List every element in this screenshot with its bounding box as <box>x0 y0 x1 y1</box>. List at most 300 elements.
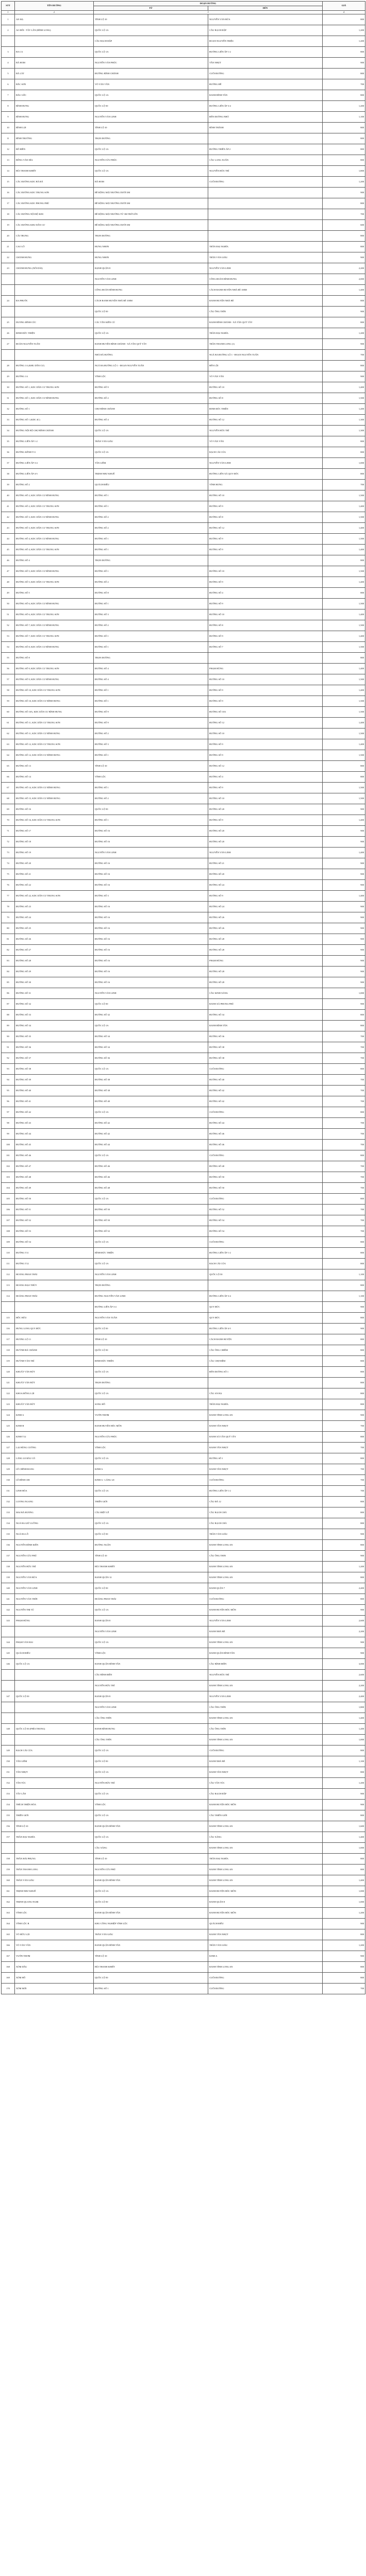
row-stt: 67 <box>2 783 15 793</box>
row-stt: 26 <box>2 328 15 339</box>
row-stt: 58 <box>2 685 15 696</box>
row-price: 800 <box>323 1929 365 1940</box>
row-stt: 33 <box>2 415 15 426</box>
row-road-name: ĐƯỜNG SỐ 4, KDC DÂN CƯ TRUNG SƠN <box>15 545 94 555</box>
header-ten-duong: TÊN ĐƯỜNG <box>15 2 94 11</box>
row-stt: 111 <box>2 1259 15 1269</box>
row-to: ĐƯỜNG SỐ 44 <box>208 1118 323 1129</box>
row-to: ĐƯỜNG SỐ 38 <box>208 1053 323 1064</box>
table-row <box>2 1410 365 1421</box>
row-to: RANH HUYỆN HÓC MÔN <box>208 1886 323 1897</box>
row-price: 1,800 <box>323 1702 365 1713</box>
table-row <box>2 1421 365 1432</box>
row-stt: 27 <box>2 339 15 350</box>
row-road-name: ĐƯỜNG SỐ 12, KDC DÂN CƯ BÌNH HƯNG <box>15 750 94 761</box>
table-row <box>2 1237 365 1248</box>
row-stt <box>2 1702 15 1713</box>
table-row <box>2 361 365 371</box>
row-to: RANH TỈNH LONG AN <box>208 1875 323 1886</box>
row-road-name: LÊ CHÍNH ĐANG <box>15 1464 94 1475</box>
row-from: NGUYỄN CỬU PHÚC <box>94 1432 208 1443</box>
row-price: 900 <box>323 339 365 350</box>
row-price: 700 <box>323 1053 365 1064</box>
row-stt: 47 <box>2 566 15 577</box>
row-stt: 170 <box>2 1984 15 1994</box>
row-stt: 130 <box>2 1475 15 1486</box>
row-stt: 70 <box>2 815 15 826</box>
table-row <box>2 1443 365 1453</box>
table-row <box>2 1594 365 1605</box>
row-price: 700 <box>323 1443 365 1453</box>
table-row <box>2 436 365 447</box>
row-to: ĐƯỜNG SỐ 9 <box>208 685 323 696</box>
row-from: VĨNH LỘC <box>94 1800 208 1810</box>
header-stt: STT <box>2 2 15 11</box>
row-price: 1,400 <box>323 545 365 555</box>
row-from: ĐƯỜNG SỐ 16 <box>94 837 208 848</box>
row-road-name: XÓM HỐ <box>15 1973 94 1984</box>
table-row <box>2 902 365 912</box>
row-to: BÌNH THÀNH <box>208 123 323 133</box>
row-from: QUỐC LỘ 50 <box>94 1897 208 1908</box>
row-stt: 62 <box>2 728 15 739</box>
row-from: HOÀNG PHAN THÁI <box>94 1594 208 1605</box>
row-road-name: HƯNG LONG QUY ĐỨC <box>15 1324 94 1334</box>
row-road-name: DƯƠNG ĐÌNH CÚC <box>15 317 94 328</box>
row-road-name: CÁC ĐƯỜNG KDC BÀ ĐÁ <box>15 177 94 188</box>
row-to: NGUYỄN VĂN BỨA <box>208 14 323 25</box>
row-road-name: CAO LỖ <box>15 242 94 252</box>
row-price: 800 <box>323 555 365 566</box>
row-from: ĐƯỜNG SỐ 2 <box>94 577 208 588</box>
row-stt: 32 <box>2 404 15 415</box>
row-price: 1,500 <box>323 620 365 631</box>
row-price: 1,000 <box>323 988 365 999</box>
table-row <box>2 25 365 36</box>
row-from: QUỐC LỘ 1A <box>94 47 208 58</box>
road-price-table <box>1 1 365 1994</box>
row-to: ĐƯỜNG SỐ 9 <box>208 750 323 761</box>
row-road-name: VĨNH LỘC <box>15 1908 94 1919</box>
table-row <box>2 1767 365 1778</box>
row-stt: 143 <box>2 1616 15 1626</box>
row-to: TRẦN ĐẠI NGHĨA <box>208 328 323 339</box>
row-to: ĐƯỜNG SỐ 20 <box>208 869 323 880</box>
row-price: 700 <box>323 1031 365 1042</box>
row-to: CÔNG ĐOÀN BÌNH HƯNG <box>208 274 323 285</box>
row-road-name: BÀ LÁT <box>15 69 94 79</box>
row-price: 800 <box>323 1367 365 1378</box>
row-road-name: TRỊNH QUANG NGHỊ <box>15 1897 94 1908</box>
table-row <box>2 1388 365 1399</box>
row-price: 1,500 <box>323 696 365 707</box>
row-to: CẦU ÔNG CHIÊM <box>208 1345 323 1356</box>
row-price: 700 <box>323 1086 365 1096</box>
row-road-name <box>15 1626 94 1637</box>
row-to: RANH QUẬN 8 <box>208 1897 323 1908</box>
row-price: 1,200 <box>323 328 365 339</box>
row-price: 700 <box>323 1464 365 1475</box>
row-to: ĐƯỜNG SỐ 9 <box>208 891 323 902</box>
row-stt: 57 <box>2 674 15 685</box>
row-from: ĐƯỜNG SỐ 3 <box>94 891 208 902</box>
row-to: CẦU RẠCH CHÀ <box>208 1518 323 1529</box>
row-price: 800 <box>323 1388 365 1399</box>
row-from: ĐƯỜNG SỐ 16 <box>94 977 208 988</box>
row-price: 1,000 <box>323 1897 365 1908</box>
row-price: 800 <box>323 14 365 25</box>
row-to: ĐƯỜNG SỐ 20 <box>208 826 323 837</box>
row-stt: 158 <box>2 1854 15 1865</box>
table-row <box>2 1129 365 1140</box>
table-row <box>2 371 365 382</box>
row-to: ĐƯỜNG SỐ 9 <box>208 534 323 545</box>
row-stt: 163 <box>2 1908 15 1919</box>
row-road-name: HOÀNG PHAN THÁI <box>15 1291 94 1302</box>
row-road-name: ĐƯỜNG SỐ 25 <box>15 923 94 934</box>
row-price: 700 <box>323 1205 365 1215</box>
row-price: 700 <box>323 1129 365 1140</box>
row-stt: 156 <box>2 1821 15 1832</box>
row-to: ĐƯỜNG SỐ 36 <box>208 1031 323 1042</box>
row-from: BÙI THANH KHIẾT <box>94 1962 208 1973</box>
table-row <box>2 1789 365 1800</box>
row-from: RANH QUẬN BÌNH TÂN <box>94 1940 208 1951</box>
row-to <box>208 1378 323 1388</box>
table-row <box>2 1269 365 1280</box>
row-price: 900 <box>323 804 365 815</box>
table-row <box>2 728 365 739</box>
row-to: RANH TỈNH LONG AN <box>208 1540 323 1551</box>
row-road-name: ĐƯỜNG SỐ 24 <box>15 912 94 923</box>
row-price: 1,500 <box>323 534 365 545</box>
row-to <box>208 220 323 231</box>
row-to: CUỐI ĐƯỜNG <box>208 1194 323 1205</box>
row-road-name: ĐƯỜNG SỐ 1 (KDC 4C) <box>15 415 94 426</box>
row-price: 1,400 <box>323 1875 365 1886</box>
row-from: ĐƯỜNG SỐ 1 <box>94 631 208 642</box>
row-to: NGÃ BA ĐƯỜNG LỘ 1 - ĐOẠN NGUYỄN TUẤN <box>208 350 323 361</box>
row-stt: 150 <box>2 1756 15 1767</box>
row-stt: 119 <box>2 1356 15 1367</box>
row-from: ĐƯỜNG SỐ 1 <box>94 642 208 653</box>
table-row <box>2 880 365 891</box>
row-stt: 10 <box>2 123 15 133</box>
row-road-name: ĐƯỜNG SỐ 30 <box>15 977 94 988</box>
row-from: NGÃ BA ĐƯỜNG LỘ 1 - ĐOẠN NGUYỄN TUẤN <box>94 361 208 371</box>
row-to: ĐƯỜNG SỐ 38 <box>208 1042 323 1053</box>
row-price: 800 <box>323 447 365 458</box>
row-stt: 91 <box>2 1042 15 1053</box>
table-row <box>2 1518 365 1529</box>
row-road-name: LÊ ĐÌNH CHI <box>15 1475 94 1486</box>
row-road-name <box>15 1681 94 1691</box>
row-from: ĐƯỜNG SỐ 16 <box>94 912 208 923</box>
row-price: 800 <box>323 242 365 252</box>
row-stt: 96 <box>2 1096 15 1107</box>
row-stt: 161 <box>2 1886 15 1897</box>
table-row <box>2 1475 365 1486</box>
row-road-name: CÁC ĐƯỜNG NỘI BỘ KDC <box>15 209 94 220</box>
row-to: CẦU ÔNG THÌN <box>208 307 323 317</box>
row-stt: 152 <box>2 1778 15 1789</box>
row-stt: 155 <box>2 1810 15 1821</box>
table-row <box>2 382 365 393</box>
row-road-name: NGUYỄN CỬU PHÚ <box>15 1551 94 1562</box>
row-from: ĐƯỜNG SỐ 9 <box>94 707 208 718</box>
row-from: ĐƯỜNG SỐ 42 <box>94 1118 208 1129</box>
row-from: ĐƯỜNG SỐ 34 <box>94 1031 208 1042</box>
row-road-name: ĐƯỜNG SỐ 28 <box>15 956 94 967</box>
row-from: QUỐC LỘ 1A <box>94 1367 208 1378</box>
table-row <box>2 1962 365 1973</box>
row-road-name: PHẠM HÙNG <box>15 1616 94 1626</box>
table-row <box>2 1897 365 1908</box>
row-road-name: BÔNG VĂN DĨA <box>15 155 94 166</box>
table-row <box>2 263 365 274</box>
row-from: QUỐC LỘ 1A <box>94 90 208 101</box>
row-from: ĐƯỜNG SỐ 3 <box>94 609 208 620</box>
table-row <box>2 1140 365 1150</box>
row-from: ĐƯỜNG SỐ 52 <box>94 1226 208 1237</box>
row-road-name: NGUYỄN VĂN BỨA <box>15 1572 94 1583</box>
table-row <box>2 1021 365 1031</box>
table-row <box>2 934 365 945</box>
table-row <box>2 923 365 934</box>
table-row <box>2 891 365 902</box>
row-stt: 56 <box>2 664 15 674</box>
row-to: ĐƯỜNG LIÊN ẤP 1-2 <box>208 47 323 58</box>
table-row <box>2 761 365 772</box>
row-stt: 116 <box>2 1324 15 1334</box>
row-to: RANH BÌNH CHÁNH - XÃ TÂN QUÝ TÂY <box>208 317 323 328</box>
table-row <box>2 285 365 296</box>
row-road-name: ĐƯỜNG SỐ 10, KDC DÂN CƯ BÌNH HƯNG <box>15 696 94 707</box>
row-to: PHẠM HÙNG <box>208 664 323 674</box>
row-price: 900 <box>323 307 365 317</box>
row-from: NHÀ BÀ HƯỜNG <box>94 350 208 361</box>
row-price: 1,200 <box>323 36 365 47</box>
table-row <box>2 696 365 707</box>
table-row <box>2 1378 365 1388</box>
row-road-name: BẮC SƠN <box>15 79 94 90</box>
table-row <box>2 1324 365 1334</box>
row-from: TỈNH LỘ 10 <box>94 123 208 133</box>
row-to: ĐƯỜNG SỐ 4 <box>208 588 323 599</box>
row-road-name: XÓM DẦU <box>15 1962 94 1973</box>
row-road-name: QUỐC LỘ 1A <box>15 1659 94 1670</box>
row-stt: 17 <box>2 198 15 209</box>
row-to: TRẦN ĐẠI NGHĨA <box>208 1854 323 1865</box>
row-to: RANH NHÀ BÈ <box>208 1756 323 1767</box>
row-road-name: ĐƯỜNG SỐ 8, KDC DÂN CƯ BÌNH HƯNG <box>15 642 94 653</box>
row-to: RANH TỈNH LONG AN <box>208 1821 323 1832</box>
row-from: CẦU RẠCH ĐẬP <box>94 36 208 47</box>
row-stt: 37 <box>2 458 15 469</box>
row-road-name: BÀ HOM <box>15 58 94 69</box>
row-road-name: MAI BÁ HƯƠNG <box>15 1507 94 1518</box>
row-from: ĐƯỜNG SỐ 2 <box>94 620 208 631</box>
table-row <box>2 1453 365 1464</box>
row-from: QUỐC LỘ 50 <box>94 101 208 112</box>
row-stt: 160 <box>2 1875 15 1886</box>
row-from: ĐƯỜNG SỐ 16 <box>94 923 208 934</box>
row-stt <box>2 1670 15 1681</box>
row-stt: 93 <box>2 1064 15 1075</box>
table-row <box>2 631 365 642</box>
row-road-name: BA CA <box>15 47 94 58</box>
row-road-name: TRẦN ĐẠI NGHĨA <box>15 1832 94 1843</box>
row-price: 800 <box>323 1810 365 1821</box>
row-to: ĐƯỜNG SỐ 28 <box>208 945 323 956</box>
row-road-name: HOÀNG ĐẠO THÚY <box>15 1280 94 1291</box>
table-row <box>2 1616 365 1626</box>
row-from: NGUYỄN VĂN PHÚC <box>94 58 208 69</box>
row-from: QUỐC LỘ 1A <box>94 1388 208 1399</box>
row-road-name: ĐƯỜNG SỐ 44 <box>15 1129 94 1140</box>
row-from: ĐƯỜNG SỐ 34 <box>94 1042 208 1053</box>
row-price: 2,000 <box>323 274 365 285</box>
row-road-name: ĐƯỜNG SỐ 16, KDC DÂN CƯ TRUNG SƠN <box>15 815 94 826</box>
row-price: 700 <box>323 350 365 361</box>
row-price: 1,000 <box>323 458 365 469</box>
row-stt: 4 <box>2 58 15 69</box>
row-to: ĐƯỜNG LIÊN ẤP 1-2 <box>208 1248 323 1259</box>
row-to: ĐƯỜNG LIÊN ẤP 3-4 <box>208 1291 323 1302</box>
row-from: RANH HUYỆN HÓC MÔN <box>94 1421 208 1432</box>
row-from: KINH A <box>94 1464 208 1475</box>
row-price: 1,400 <box>323 631 365 642</box>
table-row <box>2 555 365 566</box>
table-row <box>2 1756 365 1767</box>
row-road-name: ĐƯỜNG SỐ 23 <box>15 902 94 912</box>
table-row <box>2 1843 365 1854</box>
table-row <box>2 133 365 144</box>
row-price: 800 <box>323 1259 365 1269</box>
row-road-name: ĐƯỜNG SỐ 12, KDC DÂN CƯ TRUNG SƠN <box>15 739 94 750</box>
table-row <box>2 1194 365 1205</box>
row-road-name: ĐƯỜNG SỐ 9, KDC DÂN CƯ TRUNG SƠN <box>15 664 94 674</box>
table-row <box>2 458 365 469</box>
row-price: 800 <box>323 772 365 783</box>
row-price: 700 <box>323 1161 365 1172</box>
table-row <box>2 588 365 599</box>
row-stt <box>2 350 15 361</box>
row-stt: 80 <box>2 923 15 934</box>
row-stt: 89 <box>2 1021 15 1031</box>
row-price: 1,400 <box>323 685 365 696</box>
row-road-name: BÌNH HƯNG <box>15 112 94 123</box>
row-stt: 164 <box>2 1919 15 1929</box>
row-from: ĐƯỜNG SỐ 1 <box>94 1984 208 1994</box>
table-row <box>2 1984 365 1994</box>
row-price: 1,400 <box>323 577 365 588</box>
row-stt: 53 <box>2 631 15 642</box>
row-stt: 59 <box>2 696 15 707</box>
row-price: 800 <box>323 1356 365 1367</box>
row-from: VĨNH LỘC <box>94 1443 208 1453</box>
row-stt: 84 <box>2 967 15 977</box>
row-road-name: ĐƯỜNG SỐ 7, KDC DÂN CƯ TRUNG SƠN <box>15 631 94 642</box>
row-stt: 41 <box>2 501 15 512</box>
row-price: 800 <box>323 653 365 664</box>
table-row <box>2 793 365 804</box>
row-road-name: LINH HÒA <box>15 1486 94 1497</box>
row-stt <box>2 307 15 317</box>
row-road-name: ĐƯỜNG SỐ 48 <box>15 1172 94 1183</box>
row-road-name: ĐƯỜNG SỐ 3, KDC DÂN CƯ TRUNG SƠN <box>15 523 94 534</box>
row-stt: 5 <box>2 69 15 79</box>
row-to: CUỐI ĐƯỜNG <box>208 1475 323 1486</box>
row-from: QUỐC LỘ 1A <box>94 1745 208 1756</box>
table-row <box>2 1107 365 1118</box>
table-row <box>2 1735 365 1745</box>
row-from: TRỌN ĐƯỜNG <box>94 555 208 566</box>
row-from: TRỊNH NHƯ KHUÊ <box>94 469 208 480</box>
row-price: 700 <box>323 1215 365 1226</box>
row-price: 1,400 <box>323 815 365 826</box>
row-road-name: ĐƯỜNG SỐ 43 <box>15 1118 94 1129</box>
table-row <box>2 1929 365 1940</box>
row-to: ĐƯỜNG SỐ 1 <box>208 1453 323 1464</box>
table-row <box>2 653 365 664</box>
row-road-name: RẠCH CÁI CÚA <box>15 1745 94 1756</box>
row-stt: 61 <box>2 718 15 728</box>
row-to: ĐƯỜNG SỐ 20 <box>208 837 323 848</box>
row-to: CẦU ĐÀ 12 <box>208 1497 323 1507</box>
table-row <box>2 1713 365 1724</box>
row-from: TỈNH LỘ 10 <box>94 1951 208 1962</box>
row-from: CÔNG ĐOÀN BÌNH HƯNG <box>94 285 208 296</box>
row-price: 1,300 <box>323 415 365 426</box>
row-stt: 3 <box>2 47 15 58</box>
table-row <box>2 534 365 545</box>
row-road-name: ĐƯỜNG SỐ 16 <box>15 804 94 815</box>
row-price: 700 <box>323 1042 365 1053</box>
row-road-name: ĐƯỜNG 1A (KHU DÂN CƯ) <box>15 361 94 371</box>
row-stt: 132 <box>2 1497 15 1507</box>
row-to <box>208 1280 323 1291</box>
row-stt <box>2 1843 15 1854</box>
row-stt: 28 <box>2 361 15 371</box>
row-from: NGUYỄN CỬU PHÚC <box>94 155 208 166</box>
row-stt: 9 <box>2 112 15 123</box>
row-from: TRẦN VĂN GIÀU <box>94 1929 208 1940</box>
row-price: 1,200 <box>323 101 365 112</box>
row-to: TRẦN ĐẠI NGHĨA <box>208 1399 323 1410</box>
row-price: 1,400 <box>323 848 365 858</box>
row-to: ĐƯỜNG SỐ 26 <box>208 923 323 934</box>
row-road-name: ĐƯỜNG SỐ 2, KDC DÂN CƯ BÌNH HƯNG <box>15 490 94 501</box>
row-price: 2,200 <box>323 263 365 274</box>
table-row <box>2 1075 365 1086</box>
row-to: ĐƯỜNG SỐ 40 <box>208 1075 323 1086</box>
row-road-name: TÂN TÚC <box>15 1778 94 1789</box>
table-row <box>2 945 365 956</box>
row-from: QUỐC LỘ 1A <box>94 1194 208 1205</box>
row-from: BÙI THANH KHIẾT <box>94 1562 208 1572</box>
row-stt: 87 <box>2 999 15 1010</box>
row-stt: 65 <box>2 761 15 772</box>
row-stt: 82 <box>2 945 15 956</box>
row-from: KHU CÔNG NGHIỆP VĨNH LỘC <box>94 1919 208 1929</box>
row-stt: 8 <box>2 101 15 112</box>
row-road-name <box>15 350 94 361</box>
row-stt: 45 <box>2 545 15 555</box>
row-from: ĐƯỜNG SỐ 1 <box>94 566 208 577</box>
row-price: 1,000 <box>323 1735 365 1745</box>
row-road-name: ĐƯỜNG SỐ 15, KDC DÂN CƯ BÌNH HƯNG <box>15 793 94 804</box>
